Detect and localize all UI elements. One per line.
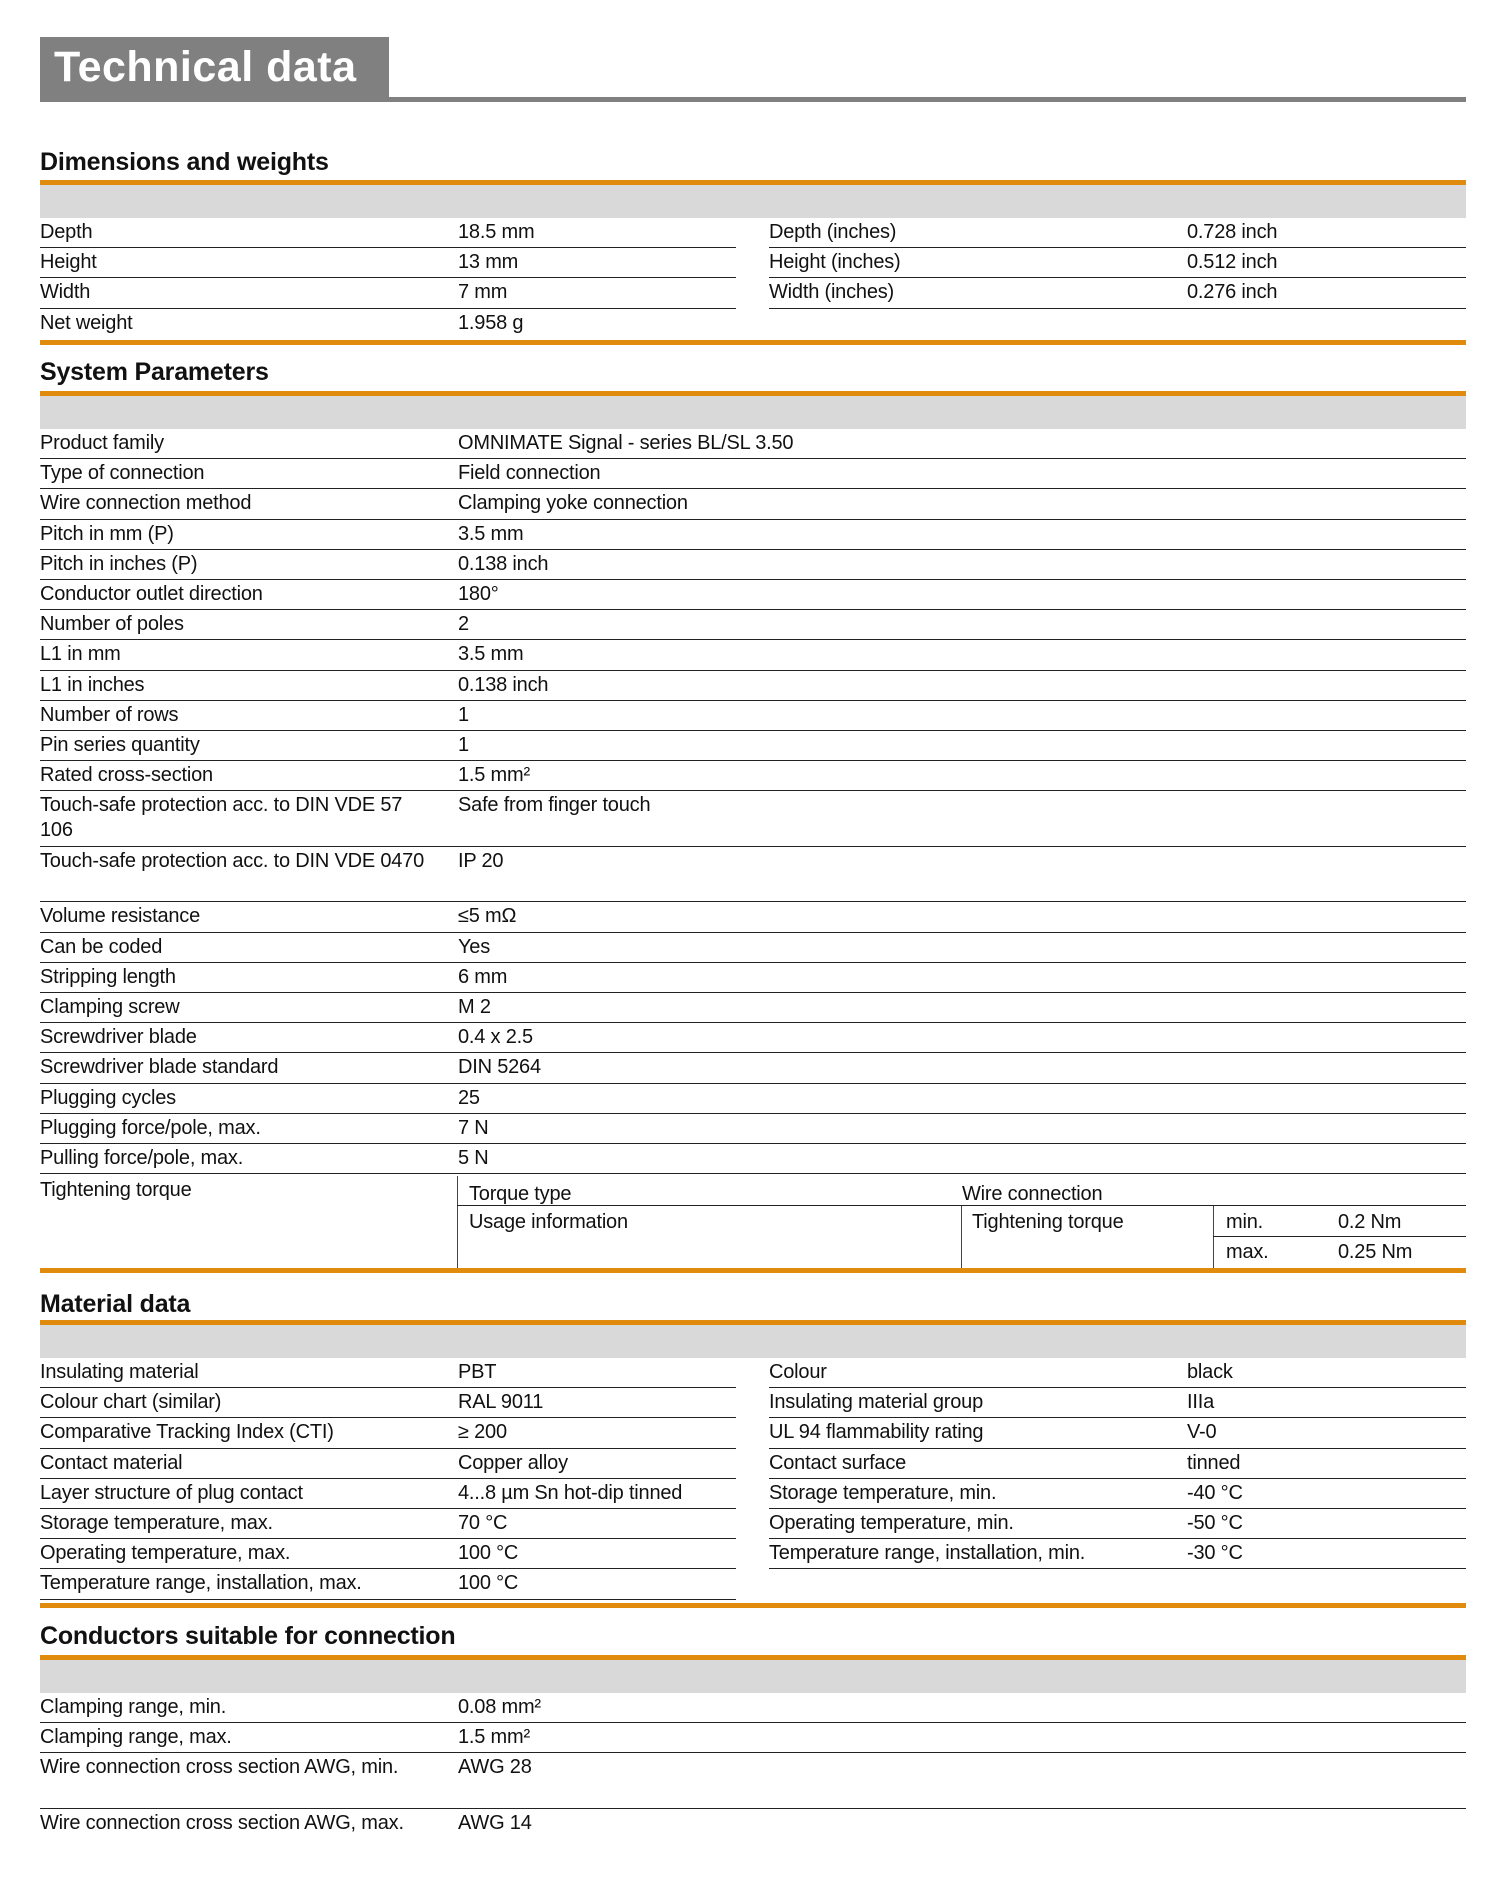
row-value: 3.5 mm — [458, 643, 524, 666]
row-value: V-0 — [1187, 1421, 1217, 1444]
table-row — [769, 278, 1466, 308]
table-row — [40, 1053, 1466, 1083]
section-rule — [40, 1268, 1466, 1273]
table-row — [40, 902, 1466, 932]
row-value: OMNIMATE Signal - series BL/SL 3.50 — [458, 432, 794, 454]
row-label: Wire connection cross section AWG, max. — [40, 1811, 404, 1834]
section-band — [40, 1325, 1466, 1358]
row-value: Yes — [458, 935, 491, 958]
table-row — [40, 489, 1466, 519]
row-value: 1.5 mm² — [458, 764, 530, 787]
row-value: RAL 9011 — [458, 1391, 544, 1414]
row-value: 1 — [458, 703, 469, 726]
row-value: 7 N — [458, 1116, 489, 1139]
table-row — [40, 1114, 1466, 1144]
table-row — [40, 1449, 736, 1479]
row-label: Wire connection cross section AWG, min. — [40, 1756, 399, 1779]
table-row — [40, 429, 1466, 459]
row-value: 70 °C — [458, 1512, 508, 1534]
table-row — [40, 520, 1466, 550]
table-row — [769, 248, 1466, 278]
table-row — [40, 847, 1466, 903]
table-row — [40, 1144, 1466, 1174]
row-value: AWG 14 — [458, 1811, 532, 1834]
row-value: 3.5 mm — [458, 522, 524, 545]
row-label: Pin series quantity — [40, 734, 200, 756]
row-value: Clamping yoke connection — [458, 492, 688, 515]
row-value: 7 mm — [458, 281, 508, 304]
row-value: Copper alloy — [458, 1451, 568, 1474]
row-label: Operating temperature, min. — [769, 1512, 1014, 1534]
row-value: 0.08 mm² — [458, 1696, 541, 1718]
table-row — [40, 671, 1466, 701]
table-row — [40, 1084, 1466, 1114]
table-row — [40, 278, 736, 308]
row-label: Rated cross-section — [40, 764, 213, 787]
row-label: Volume resistance — [40, 905, 201, 928]
row-label: Plugging cycles — [40, 1086, 176, 1109]
row-value: DIN 5264 — [458, 1056, 541, 1079]
row-value: -30 °C — [1187, 1542, 1243, 1565]
row-label: Clamping range, max. — [40, 1726, 232, 1749]
row-label: Depth — [40, 221, 93, 243]
table-row — [40, 1509, 736, 1539]
row-value: PBT — [458, 1361, 497, 1383]
max-label: max. — [1226, 1241, 1269, 1263]
row-value: AWG 28 — [458, 1756, 532, 1779]
table-row — [40, 933, 1466, 963]
row-label: Clamping range, min. — [40, 1696, 227, 1718]
row-value: 5 N — [458, 1147, 489, 1169]
row-label: Touch-safe protection acc. to DIN VDE 0470 — [40, 849, 425, 872]
row-label: Width (inches) — [769, 281, 895, 304]
subtable-rule — [1213, 1236, 1466, 1237]
row-value: -50 °C — [1187, 1512, 1243, 1534]
page-title: Technical data — [54, 43, 357, 91]
table-row — [40, 791, 1466, 847]
table-row — [40, 1418, 736, 1448]
table-row — [40, 1723, 1466, 1753]
table-row — [40, 1388, 736, 1418]
table-row — [40, 731, 1466, 761]
section-heading-conductors: Conductors suitable for connection — [40, 1622, 456, 1650]
row-label: Insulating material — [40, 1361, 199, 1383]
row-label: Depth (inches) — [769, 221, 897, 243]
row-value: ≥ 200 — [458, 1421, 507, 1444]
row-label: Conductor outlet direction — [40, 583, 263, 605]
table-row — [40, 550, 1466, 580]
table-row — [40, 1023, 1466, 1053]
table-row — [40, 580, 1466, 610]
row-label: Stripping length — [40, 965, 176, 988]
row-value: 1 — [458, 734, 469, 756]
table-row — [40, 1693, 1466, 1723]
row-value: 0.512 inch — [1187, 251, 1278, 274]
row-label: Touch-safe protection acc. to DIN VDE 57 106 — [40, 794, 403, 842]
row-label: Pulling force/pole, max. — [40, 1147, 244, 1169]
row-label: Tightening torque — [40, 1179, 192, 1201]
row-divider — [40, 1173, 1466, 1174]
row-value: 100 °C — [458, 1542, 519, 1565]
table-row — [40, 761, 1466, 791]
row-label: Screwdriver blade — [40, 1026, 197, 1049]
row-value: tinned — [1187, 1451, 1241, 1474]
subtable-border — [457, 1176, 458, 1268]
subtable-border — [961, 1206, 962, 1268]
torque-type-header: Torque type — [469, 1183, 572, 1205]
section-band — [40, 1660, 1466, 1693]
row-label: Number of poles — [40, 613, 184, 636]
row-label: L1 in inches — [40, 673, 145, 696]
row-value: M 2 — [458, 996, 491, 1018]
row-value: 18.5 mm — [458, 221, 535, 243]
row-value: Safe from finger touch — [458, 794, 651, 817]
row-label: Can be coded — [40, 935, 163, 958]
row-label: Storage temperature, min. — [769, 1481, 997, 1504]
table-row — [769, 1479, 1466, 1509]
tightening-torque-label: Tightening torque — [972, 1211, 1124, 1233]
table-row — [769, 1388, 1466, 1418]
table-row — [40, 701, 1466, 731]
section-heading-material: Material data — [40, 1290, 191, 1318]
row-label: Operating temperature, max. — [40, 1542, 291, 1565]
title-underline — [389, 97, 1466, 102]
section-band — [40, 396, 1466, 429]
table-row — [40, 1479, 736, 1509]
table-row — [40, 1539, 736, 1569]
table-row — [40, 610, 1466, 640]
row-label: Height (inches) — [769, 251, 901, 274]
table-row — [769, 1449, 1466, 1479]
row-value: 1.5 mm² — [458, 1726, 530, 1749]
row-label: Number of rows — [40, 703, 179, 726]
row-value: Field connection — [458, 462, 601, 485]
row-value: 0.138 inch — [458, 673, 549, 696]
table-row — [40, 218, 736, 248]
row-label: Clamping screw — [40, 996, 180, 1018]
section-heading-system: System Parameters — [40, 358, 269, 386]
section-band — [40, 185, 1466, 218]
row-label: Height — [40, 251, 97, 274]
row-label: UL 94 flammability rating — [769, 1421, 984, 1444]
row-value: 13 mm — [458, 251, 519, 274]
subtable-border — [1213, 1206, 1214, 1268]
row-label: Layer structure of plug contact — [40, 1481, 303, 1504]
row-label: Storage temperature, max. — [40, 1512, 273, 1534]
row-value: 1.958 g — [458, 311, 524, 334]
row-label: Net weight — [40, 311, 133, 334]
row-value: 2 — [458, 613, 469, 636]
row-label: Pitch in inches (P) — [40, 552, 198, 575]
page-title-box — [40, 37, 389, 102]
table-row — [769, 1358, 1466, 1388]
table-row — [769, 1509, 1466, 1539]
table-row — [40, 459, 1466, 489]
row-divider — [40, 1599, 736, 1600]
row-label: Type of connection — [40, 462, 205, 485]
row-divider — [769, 308, 1466, 309]
max-value: 0.25 Nm — [1338, 1241, 1413, 1263]
row-value: 0.276 inch — [1187, 281, 1278, 304]
min-value: 0.2 Nm — [1338, 1211, 1402, 1233]
row-label: Colour — [769, 1361, 827, 1383]
row-label: Temperature range, installation, min. — [769, 1542, 1086, 1565]
row-value: 100 °C — [458, 1572, 519, 1595]
table-row — [40, 1569, 736, 1599]
table-row — [769, 218, 1466, 248]
row-label: Insulating material group — [769, 1391, 984, 1414]
table-row — [769, 1539, 1466, 1569]
row-value: 25 — [458, 1086, 480, 1109]
row-label: Screwdriver blade standard — [40, 1056, 279, 1079]
row-value: -40 °C — [1187, 1481, 1243, 1504]
section-rule — [40, 1603, 1466, 1608]
table-row — [40, 1358, 736, 1388]
row-value: black — [1187, 1361, 1233, 1383]
row-label: Temperature range, installation, max. — [40, 1572, 362, 1595]
section-heading-dimensions: Dimensions and weights — [40, 148, 329, 176]
row-divider — [769, 1568, 1466, 1569]
row-value: 0.4 x 2.5 — [458, 1026, 533, 1049]
row-label: Colour chart (similar) — [40, 1391, 222, 1414]
row-label: Wire connection method — [40, 492, 252, 515]
table-row — [40, 1809, 1466, 1865]
row-value: 4...8 µm Sn hot-dip tinned — [458, 1481, 683, 1504]
table-row — [40, 963, 1466, 993]
min-label: min. — [1226, 1211, 1263, 1233]
row-value: 0.138 inch — [458, 552, 549, 575]
section-rule — [40, 340, 1466, 345]
table-row — [40, 1753, 1466, 1809]
row-label: Contact material — [40, 1451, 183, 1474]
table-row — [40, 248, 736, 278]
usage-information-label: Usage information — [469, 1211, 628, 1233]
table-row — [769, 1418, 1466, 1448]
row-label: L1 in mm — [40, 643, 121, 666]
row-value: IIIa — [1187, 1391, 1214, 1414]
row-label: Contact surface — [769, 1451, 907, 1474]
row-value: ≤5 mΩ — [458, 905, 517, 928]
table-row — [40, 309, 736, 339]
row-label: Width — [40, 281, 91, 304]
row-value: 180° — [458, 583, 499, 605]
row-value: 6 mm — [458, 965, 508, 988]
row-label: Product family — [40, 432, 164, 454]
row-label: Pitch in mm (P) — [40, 522, 174, 545]
row-value: 0.728 inch — [1187, 221, 1278, 243]
table-row — [40, 993, 1466, 1023]
row-value: IP 20 — [458, 849, 504, 872]
table-row — [40, 640, 1466, 670]
row-label: Plugging force/pole, max. — [40, 1116, 261, 1139]
row-label: Comparative Tracking Index (CTI) — [40, 1421, 334, 1444]
wire-connection-header: Wire connection — [962, 1183, 1103, 1205]
